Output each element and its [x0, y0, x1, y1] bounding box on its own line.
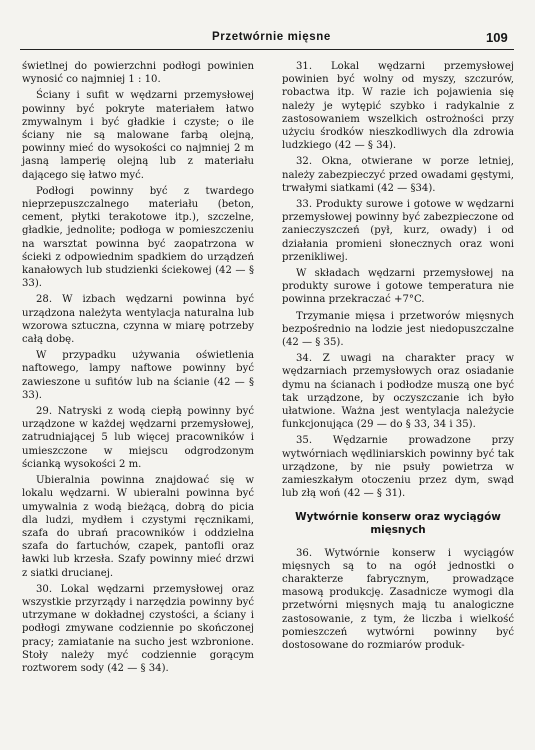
paragraph: 33. Produkty surowe i gotowe w wędzarni przemysłowej powinny być zabezpieczone od zanieczyszczeń (pył, kurz, owady) i od działania promieni słonecznych oraz woni przenikliwej.	[282, 199, 514, 263]
paragraph: 32. Okna, otwierane w porze letniej, należy zabezpieczyć przed owadami gęstymi, trwałymi siatkami (42 — §34).	[282, 156, 514, 194]
paragraph: W przypadku używania oświetlenia naftowego, lampy naftowe powinny być zawieszone u sufitów lub na ścianie (42 — § 33).	[22, 350, 254, 401]
left-column	[22, 60, 254, 675]
paragraph: 35. Wędzarnie prowadzone przy wytwórniach wędliniarskich powinny być tak urządzone, by nie psuły powietrza w zamieszkałym otoczeniu przez dym, swąd lub złą woń (42 — § 31).	[282, 435, 514, 500]
paragraph: W składach wędzarni przemysłowej na produkty surowe i gotowe temperatura nie powinna przekraczać +7°C.	[282, 268, 514, 306]
paragraph: 31. Lokal wędzarni przemysłowej powinien być wolny od myszy, szczurów, robactwa itp. W razie ich pojawienia się należy je wytępić szybko i radykalnie z zastosowaniem wszelkich ostrożności przy użyciu środków nieszkodliwych dla zdrowia ludzkiego (42 — § 34).	[282, 61, 514, 152]
paragraph: Podłogi powinny być z twardego nieprzepuszczalnego materiału (beton, cement, płytki terakotowe itp.), szczelne, gładkie, jednolite; podłoga w pomieszczeniu na warsztat powinna być zaopatrzona w ścieki z odpowiednim spadkiem do urządzeń kanałowych lub studzienki ściekowej (42 — § 33).	[22, 185, 254, 290]
paragraph: Ubieralnia powinna znajdować się w lokalu wędzarni. W ubieralni powinna być umywalnia z wodą bieżącą, dobrą do picia dla ludzi, mydłem i czystymi ręcznikami, szafa do ubrań pracowników i oddzielna szafa do fartuchów, czapek, pantofli oraz ławki lub krzesła. Szafy powinny mieć drzwi z siatki drucianej.	[22, 475, 254, 579]
section-heading: Wytwórnie konserw oraz wyciągów mięsnych	[295, 510, 501, 536]
paragraph: 28. W izbach wędzarni powinna być urządzona należyta wentylacja naturalna lub wzorowa sztuczna, czynna w miarę potrzeby całą dobę.	[22, 294, 254, 346]
page-header	[0, 25, 535, 53]
page-number: 109	[486, 30, 508, 45]
paragraph: Ściany i sufit w wędzarni przemysłowej powinny być pokryte materiałem łatwo zmywalnym i być gładkie i czyste; o ile ściany nie są malowane farbą olejną, powinny mieć do wysokości co najmniej 2 m jasną lamperię olejną lub z materiału dającego się łatwo myć.	[22, 90, 254, 181]
header-rule	[20, 49, 514, 50]
running-title: Przetwórnie mięsne	[212, 31, 331, 43]
paragraph: Trzymanie mięsa i przetworów mięsnych bezpośrednio na lodzie jest niedopuszczalne (42 — § 35).	[282, 310, 514, 349]
paragraph: 30. Lokal wędzarni przemysłowej oraz wszystkie przyrządy i narzędzia powinny być utrzymane w dokładnej czystości, a ściany i podłogi zmywane codziennie po skończonej pracy; zamiatanie na sucho jest wzbronione. Stoły należy myć codziennie gorącym roztworem sody (42 — § 34).	[22, 583, 254, 674]
paragraph: 29. Natryski z wodą ciepłą powinny być urządzone w każdej wędzarni przemysłowej, zatrudniającej 5 lub więcej pracowników i umieszczone w miejscu odgrodzonym ścianką wysokości 2 m.	[22, 406, 254, 470]
paragraph: 36. Wytwórnie konserw i wyciągów mięsnych są to na ogół jednostki o charakterze fabrycznym, prowadzące masową produkcję. Zasadnicze wymogi dla przetwórni mięsnych mają tu analogiczne zastosowanie, z tym, że liczba i wielkość pomieszczeń wytwórni powinny być dostosowane do rozmiarów produk-	[282, 547, 514, 651]
right-column	[282, 60, 514, 652]
paragraph: 34. Z uwagi na charakter pracy w wędzarniach przemysłowych oraz osiadanie dymu na ścianach i podłodze muszą one być tak urządzone, by oczyszczanie ich było ułatwione. Ważna jest wentylacja należycie funkcjonująca (29 — do § 33, 34 i 35).	[282, 353, 514, 431]
paragraph: świetlnej do powierzchni podłogi powinien wynosić co najmniej 1 : 10.	[22, 61, 254, 86]
